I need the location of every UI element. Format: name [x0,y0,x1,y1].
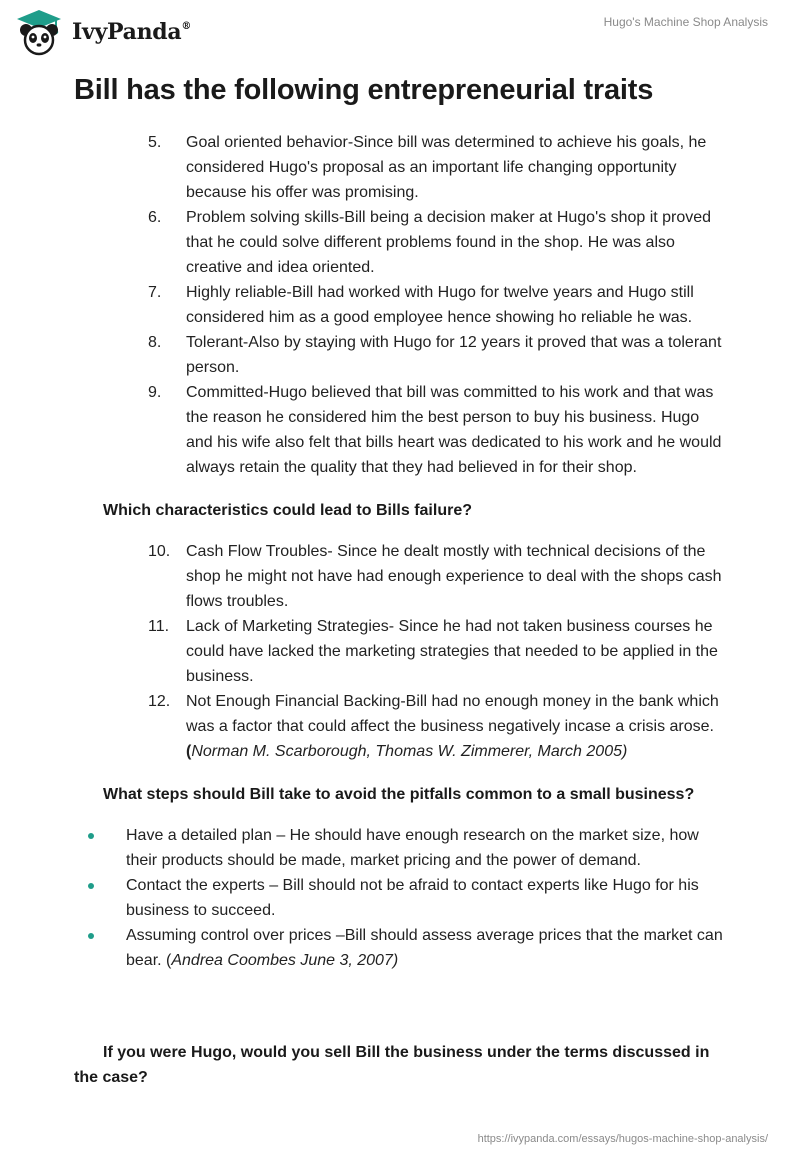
citation: Norman M. Scarborough, Thomas W. Zimmerer, March 2005) [191,743,628,760]
list-item: 6. Problem solving skills-Bill being a decision maker at Hugo's shop it proved that he could solve different problems found in the shop. He was also creative and idea oriented. [148,209,712,276]
brand-name: IvyPanda® [72,19,192,45]
failures-list [0,539,800,764]
page-heading: Bill has the following entrepreneurial traits [74,74,654,106]
essay-content [0,130,800,973]
bullet-icon [88,883,94,889]
list-item: 10. Cash Flow Troubles- Since he dealt mostly with technical decisions of the shop he might not have had enough experience to deal with the shops cash flows troubles. [148,543,722,610]
bullet-icon [88,933,94,939]
question-final: If you were Hugo, would you sell Bill the business under the terms discussed in the case? [74,1044,710,1086]
ivypanda-logo[interactable] [14,8,191,56]
list-item: 7. Highly reliable-Bill had worked with Hugo for twelve years and Hugo still considered him as a good employee hence showing ho reliable he was. [148,284,694,326]
list-item: Contact the experts – Bill should not be afraid to contact experts like Hugo for his business to succeed. [0,873,800,923]
source-url[interactable]: https://ivypanda.com/essays/hugos-machine-shop-analysis/ [477,1133,768,1145]
list-item: 12. Not Enough Financial Backing-Bill had no enough money in the bank which was a factor that could affect the business negatively incase a crisis arose. (Norman M. Scarborough, Thomas W. Zimmerer, March 2005) [148,693,719,760]
list-item: Assuming control over prices –Bill should assess average prices that the market can bear. (Andrea Coombes June 3, 2007) [0,923,800,973]
panda-graduate-icon [14,8,64,56]
page-header [0,0,800,62]
question-failure: Which characteristics could lead to Bills failure? [103,502,472,519]
question-steps: What steps should Bill take to avoid the pitfalls common to a small business? [103,786,695,803]
bullet-icon [88,833,94,839]
document-title: Hugo's Machine Shop Analysis [603,15,768,29]
list-item: Have a detailed plan – He should have enough research on the market size, how their products should be made, market pricing and the power of demand. [0,823,800,873]
list-item: 8. Tolerant-Also by staying with Hugo for 12 years it proved that was a tolerant person. [148,334,722,376]
list-item: 9. Committed-Hugo believed that bill was committed to his work and that was the reason he considered him the best person to buy his business. Hugo and his wife also felt that bills heart was dedicated to his work and he would always retain the quality that they had believed in for their shop. [148,384,722,476]
steps-list [0,823,800,973]
list-item: 11. Lack of Marketing Strategies- Since he had not taken business courses he could have lacked the marketing strategies that needed to be applied in the business. [148,618,718,685]
traits-list [0,130,800,480]
citation: Andrea Coombes June 3, 2007) [171,952,399,969]
list-item: 5. Goal oriented behavior-Since bill was determined to achieve his goals, he considered Hugo's proposal as an important life changing opportunity because his offer was promising. [148,134,707,201]
